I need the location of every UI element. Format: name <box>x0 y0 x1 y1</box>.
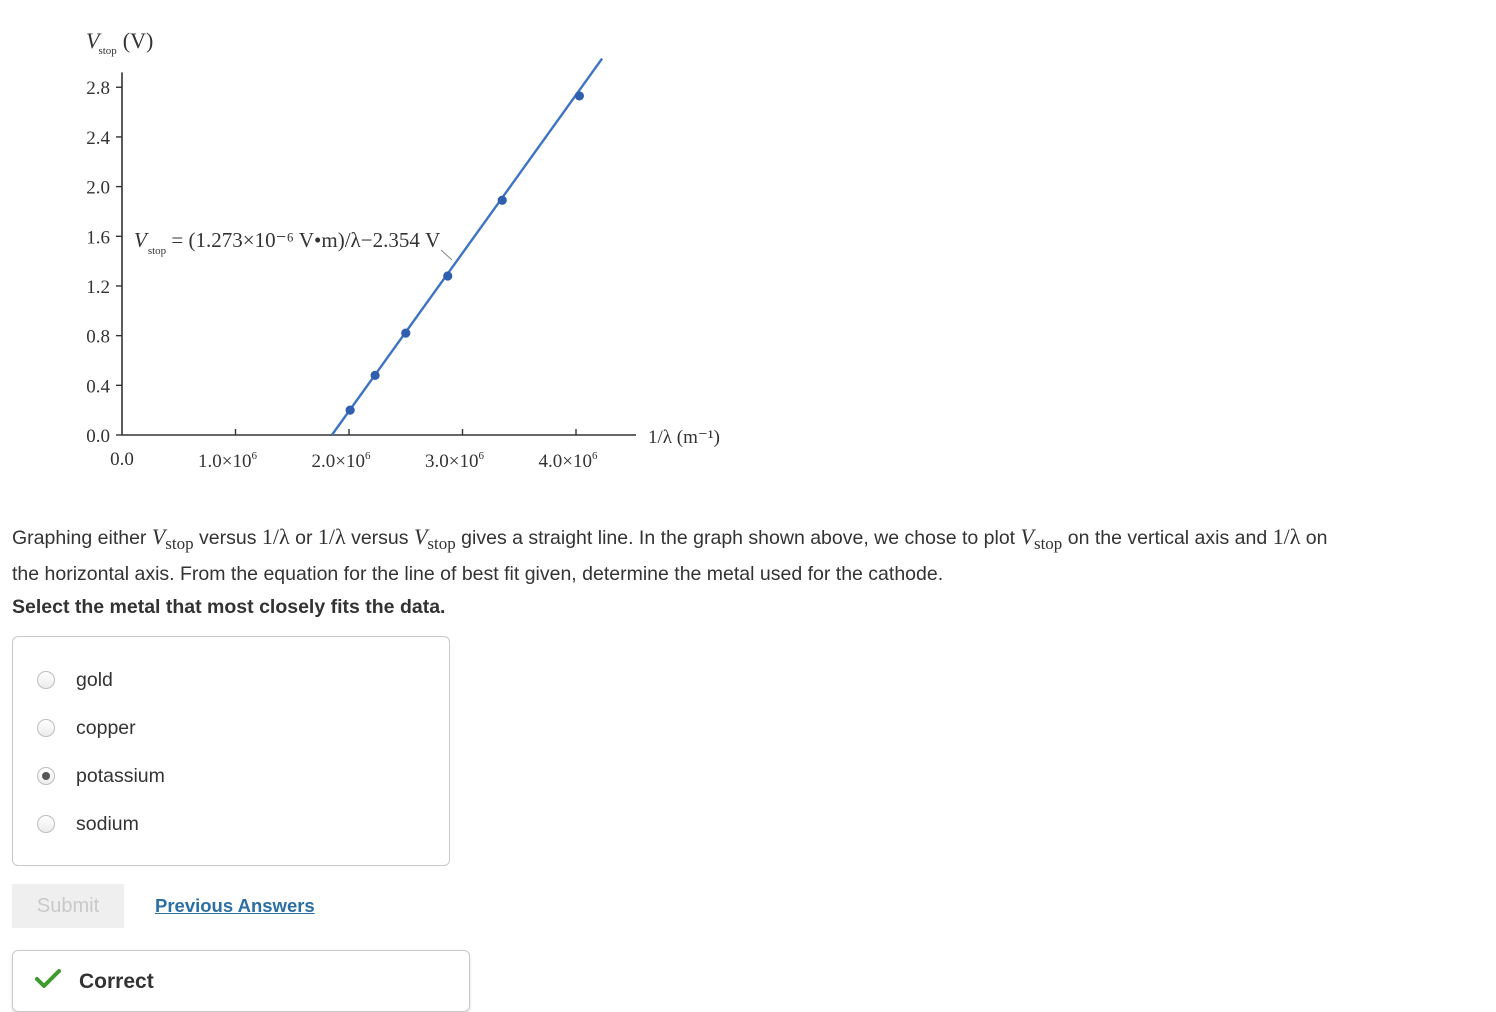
answer-choices <box>12 636 450 866</box>
choice-label: gold <box>76 668 113 691</box>
checkmark-icon <box>35 969 61 989</box>
y-tick-label: 0.8 <box>86 326 110 348</box>
x-axis-label: 1/λ (m⁻¹) <box>648 427 720 448</box>
previous-answers-link[interactable]: Previous Answers <box>155 895 315 916</box>
x-tick-label: $3.0\times 10^6$ <box>425 450 484 472</box>
x-tick-label: $2.0\times 10^6$ <box>311 450 371 472</box>
y-tick-label: 0.0 <box>86 426 110 447</box>
radio-gold[interactable] <box>37 671 55 689</box>
choice-gold[interactable] <box>37 665 113 695</box>
y-tick-label: 0.4 <box>86 376 110 398</box>
y-tick-label: 1.6 <box>86 227 110 249</box>
radio-sodium[interactable] <box>37 815 55 833</box>
y-tick-label: 2.8 <box>86 78 110 100</box>
feedback-label: Correct <box>79 970 154 993</box>
y-ticks <box>86 78 122 447</box>
radio-potassium[interactable] <box>37 767 55 785</box>
choice-sodium[interactable] <box>37 809 139 839</box>
choice-potassium[interactable] <box>37 761 165 791</box>
data-point <box>443 271 452 280</box>
x-tick-label: $1.0\times 10^6$ <box>198 450 257 472</box>
feedback-box <box>12 950 470 1012</box>
x-tick-label: $4.0\times 10^6$ <box>538 450 598 472</box>
data-point <box>575 91 584 100</box>
radio-copper[interactable] <box>37 719 55 737</box>
stopping-voltage-chart <box>0 0 760 490</box>
data-point <box>401 329 410 338</box>
axes <box>122 72 636 435</box>
data-point <box>346 406 355 415</box>
data-point <box>371 371 380 380</box>
question-text: Graphing either Vstop versus 1/λ or 1/λ versus Vstop gives a straight line. In the graph shown above, we chose to plot Vstop on the vertical axis and 1/λ on the horizontal axis. From the equation for the line of best fit given, determine the metal used for the cathode. <box>12 524 1328 585</box>
y-tick-label: 2.4 <box>86 127 110 149</box>
instruction: Select the metal that most closely fits the data. <box>12 596 446 618</box>
choice-label: potassium <box>76 764 165 787</box>
choice-label: copper <box>76 716 136 739</box>
data-point <box>498 196 507 205</box>
choice-label: sodium <box>76 812 139 835</box>
y-tick-label: 2.0 <box>86 177 110 199</box>
choice-copper[interactable] <box>37 713 136 743</box>
equation-pointer <box>441 250 452 260</box>
y-tick-label: 1.2 <box>86 276 110 298</box>
x-tick-label: 0.0 <box>110 449 134 470</box>
submit-button[interactable]: Submit <box>12 884 124 928</box>
y-axis-label: Vstop (V) <box>86 28 154 57</box>
fit-equation: $V_{stop} = (1.273\times 10^{-6}$ V•m)/λ−2.354 V <box>134 228 441 257</box>
